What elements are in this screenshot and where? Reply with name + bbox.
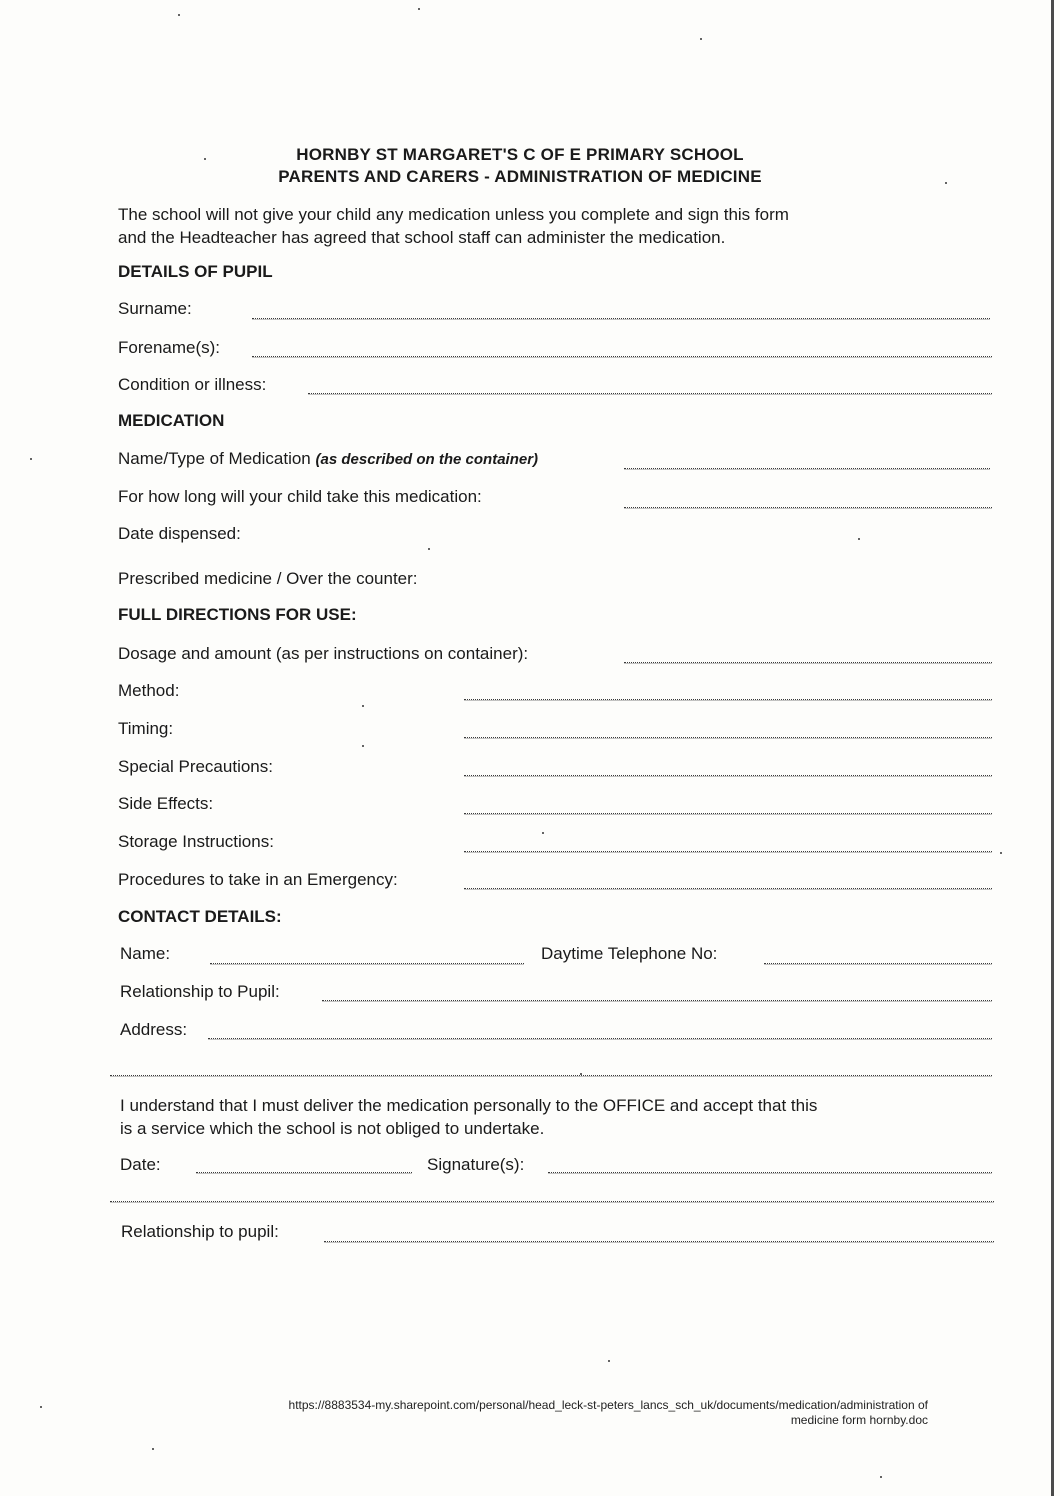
scan-speck <box>204 158 206 160</box>
condition-label: Condition or illness: <box>118 375 267 394</box>
telephone-field[interactable] <box>764 963 992 964</box>
medication-name-label <box>118 449 538 469</box>
storage-field[interactable] <box>464 851 992 852</box>
scan-edge <box>1051 0 1054 1496</box>
timing-label: Timing: <box>118 719 174 738</box>
method-field[interactable] <box>464 699 992 700</box>
duration-label: For how long will your child take this medication: <box>118 487 482 506</box>
precautions-label: Special Precautions: <box>118 757 273 776</box>
signature-field[interactable] <box>548 1172 992 1173</box>
footer-path <box>160 1398 928 1428</box>
scan-speck <box>608 1360 610 1362</box>
dosage-field[interactable] <box>624 662 992 663</box>
dosage-label: Dosage and amount (as per instructions on container): <box>118 644 529 663</box>
medication-name-text: Name/Type of Medication <box>118 449 311 468</box>
contact-name-label: Name: <box>120 944 171 963</box>
side-effects-label: Side Effects: <box>118 794 214 813</box>
side-effects-field[interactable] <box>464 813 992 814</box>
address-field-line-2[interactable] <box>110 1075 992 1076</box>
storage-label: Storage Instructions: <box>118 832 274 851</box>
scan-speck <box>40 1406 42 1408</box>
scan-speck <box>152 1448 154 1450</box>
surname-field[interactable] <box>252 318 990 319</box>
forenames-label: Forename(s): <box>118 338 221 357</box>
pupil-relationship-field[interactable] <box>324 1241 994 1242</box>
scan-speck <box>362 745 364 747</box>
date-field[interactable] <box>196 1172 412 1173</box>
scan-speck <box>858 538 860 540</box>
scan-speck <box>428 548 430 550</box>
scan-speck <box>418 8 420 10</box>
medication-name-note: (as described on the container) <box>315 451 539 468</box>
surname-label: Surname: <box>118 299 192 318</box>
contact-name-field[interactable] <box>210 963 524 964</box>
scan-speck <box>542 832 544 834</box>
forenames-field[interactable] <box>252 356 992 357</box>
date-dispensed-label: Date dispensed: <box>118 524 241 543</box>
section-pupil-heading: DETAILS OF PUPIL <box>118 262 273 281</box>
emergency-field[interactable] <box>464 888 992 889</box>
scan-speck <box>178 14 180 16</box>
section-contact-heading: CONTACT DETAILS: <box>118 907 282 926</box>
scan-speck <box>880 1476 882 1478</box>
form-subtitle: PARENTS AND CARERS - ADMINISTRATION OF MEDICINE <box>278 167 762 186</box>
scan-speck <box>1000 852 1002 854</box>
precautions-field[interactable] <box>464 775 992 776</box>
contact-relationship-field[interactable] <box>322 1000 992 1001</box>
emergency-label: Procedures to take in an Emergency: <box>118 870 398 889</box>
form-title: HORNBY ST MARGARET'S C OF E PRIMARY SCHOOL <box>296 145 744 164</box>
prescribed-label: Prescribed medicine / Over the counter: <box>118 569 418 588</box>
contact-relationship-label: Relationship to Pupil: <box>120 982 280 1001</box>
footer-line-1: https://8883534-my.sharepoint.com/personal/head_leck-st-peters_lancs_sch_uk/documents/medication/administration of <box>288 1398 928 1412</box>
signature-field-line-2[interactable] <box>110 1201 994 1202</box>
pupil-relationship-label: Relationship to pupil: <box>121 1222 279 1241</box>
intro-text: The school will not give your child any medication unless you complete and sign this form and the Headteacher has agreed that school staff can administer the medication. <box>118 205 789 247</box>
declaration-text: I understand that I must deliver the medication personally to the OFFICE and accept that this is a service which the school is not obliged to undertake. <box>120 1096 818 1138</box>
date-label: Date: <box>120 1155 161 1174</box>
address-label: Address: <box>120 1020 188 1039</box>
method-label: Method: <box>118 681 180 700</box>
section-medication-heading: MEDICATION <box>118 411 225 430</box>
scan-speck <box>30 458 32 460</box>
scan-speck <box>362 705 364 707</box>
signature-label: Signature(s): <box>427 1155 525 1174</box>
medication-name-field[interactable] <box>624 468 990 469</box>
scan-speck <box>945 182 947 184</box>
telephone-label: Daytime Telephone No: <box>541 944 718 963</box>
scan-speck <box>700 38 702 40</box>
section-directions-heading: FULL DIRECTIONS FOR USE: <box>118 605 357 624</box>
timing-field[interactable] <box>464 737 992 738</box>
footer-line-2: medicine form hornby.doc <box>790 1413 928 1427</box>
address-field-line-1[interactable] <box>208 1038 992 1039</box>
scan-speck <box>580 1073 582 1075</box>
condition-field[interactable] <box>308 393 992 394</box>
duration-field[interactable] <box>624 507 992 508</box>
